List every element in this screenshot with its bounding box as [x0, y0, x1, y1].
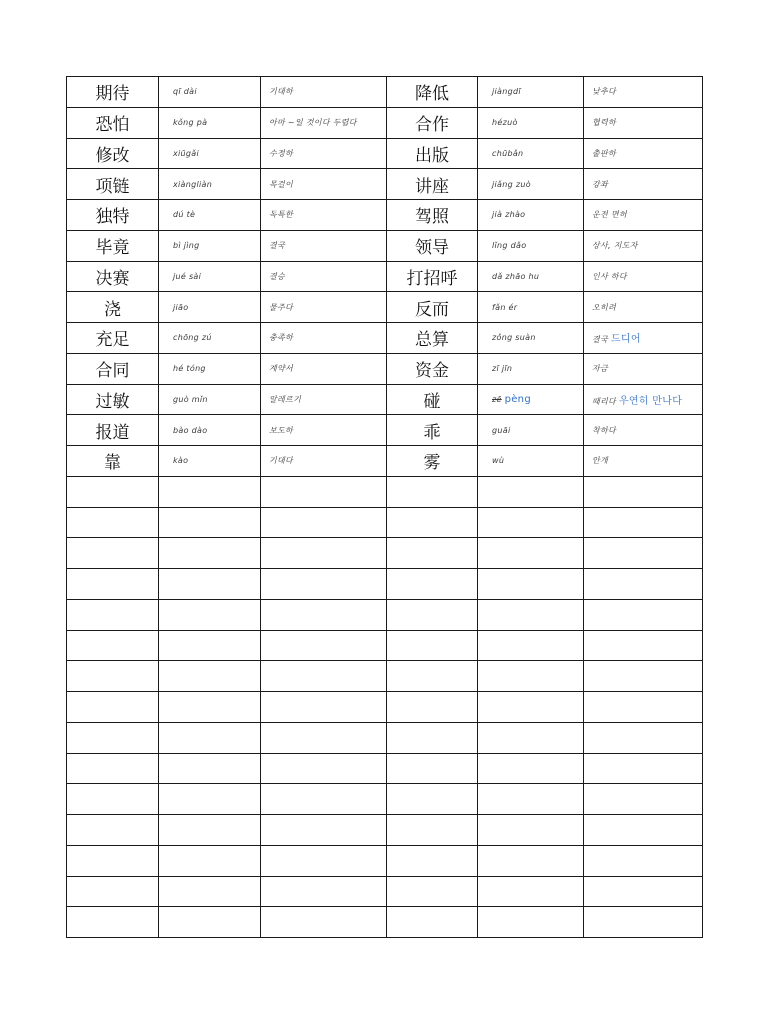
korean-cell: 안개 [584, 446, 703, 477]
vocab-row [67, 107, 703, 138]
pinyin-cell [478, 661, 584, 692]
word-cell: 靠 [67, 446, 159, 477]
pinyin-cell: qī dài [159, 77, 261, 108]
word-cell: 决赛 [67, 261, 159, 292]
pinyin-cell: wù [478, 446, 584, 477]
korean-cell [584, 784, 703, 815]
word-cell [67, 845, 159, 876]
korean-cell [261, 876, 387, 907]
word-cell [387, 630, 478, 661]
korean-meaning: 때리다 [592, 396, 617, 406]
pinyin-cell: fǎn ér [478, 292, 584, 323]
pinyin-cell [159, 722, 261, 753]
pinyin-cell [159, 815, 261, 846]
word-cell [387, 784, 478, 815]
pinyin-cell [478, 907, 584, 938]
pinyin-cell [159, 845, 261, 876]
pinyin-cell [159, 661, 261, 692]
pinyin-cell [159, 476, 261, 507]
word-cell: 降低 [387, 77, 478, 108]
empty-row [67, 876, 703, 907]
korean-cell: 낮추다 [584, 77, 703, 108]
pinyin-cell [478, 753, 584, 784]
word-cell: 反而 [387, 292, 478, 323]
pinyin-cell: hé tóng [159, 353, 261, 384]
korean-cell: 상사, 지도자 [584, 230, 703, 261]
pinyin-cell [478, 476, 584, 507]
word-cell [387, 815, 478, 846]
korean-cell [584, 907, 703, 938]
korean-cell: 착하다 [584, 415, 703, 446]
pinyin-cell [478, 815, 584, 846]
vocab-row [67, 323, 703, 354]
korean-cell [261, 907, 387, 938]
korean-cell [261, 784, 387, 815]
word-cell: 打招呼 [387, 261, 478, 292]
pinyin-cell: chōng zú [159, 323, 261, 354]
word-cell [67, 692, 159, 723]
vocab-row [67, 200, 703, 231]
korean-cell [261, 569, 387, 600]
pinyin-cell [159, 753, 261, 784]
korean-cell [584, 692, 703, 723]
word-cell: 项链 [67, 169, 159, 200]
korean-cell [584, 384, 703, 415]
korean-cell [584, 661, 703, 692]
korean-cell: 충족하 [261, 323, 387, 354]
word-cell: 浇 [67, 292, 159, 323]
pinyin-cell [159, 876, 261, 907]
korean-cell: 수정하 [261, 138, 387, 169]
word-cell [67, 538, 159, 569]
pinyin-cell: zī jīn [478, 353, 584, 384]
word-cell: 修改 [67, 138, 159, 169]
vocab-row [67, 261, 703, 292]
pinyin-cell: guāi [478, 415, 584, 446]
word-cell: 合同 [67, 353, 159, 384]
korean-cell [584, 876, 703, 907]
korean-cell [261, 538, 387, 569]
pinyin-cell: chūbǎn [478, 138, 584, 169]
vocab-row [67, 384, 703, 415]
empty-row [67, 784, 703, 815]
pinyin-cell [159, 692, 261, 723]
empty-row [67, 815, 703, 846]
word-cell [67, 784, 159, 815]
pinyin-cell [159, 784, 261, 815]
korean-cell [584, 323, 703, 354]
vocab-row [67, 446, 703, 477]
korean-cell [584, 722, 703, 753]
empty-row [67, 538, 703, 569]
korean-cell: 기대하 [261, 77, 387, 108]
crossed-out-pinyin: zē [492, 394, 502, 404]
pinyin-cell: kào [159, 446, 261, 477]
korean-cell: 기대다 [261, 446, 387, 477]
pinyin-cell [159, 507, 261, 538]
pinyin-cell [478, 507, 584, 538]
pinyin-cell [478, 569, 584, 600]
korean-cell [584, 569, 703, 600]
empty-row [67, 692, 703, 723]
pinyin-cell: kǒng pà [159, 107, 261, 138]
korean-cell [584, 630, 703, 661]
empty-row [67, 722, 703, 753]
pinyin-cell: jiàngdī [478, 77, 584, 108]
word-cell [67, 722, 159, 753]
pinyin-cell [478, 722, 584, 753]
pinyin-cell: xiàngliàn [159, 169, 261, 200]
korean-cell [584, 599, 703, 630]
word-cell: 领导 [387, 230, 478, 261]
korean-cell: 알레르기 [261, 384, 387, 415]
korean-cell [261, 753, 387, 784]
word-cell [387, 753, 478, 784]
word-cell [387, 599, 478, 630]
word-cell [387, 569, 478, 600]
word-cell [67, 507, 159, 538]
pinyin-cell: zǒng suàn [478, 323, 584, 354]
word-cell: 过敏 [67, 384, 159, 415]
word-cell [67, 753, 159, 784]
pinyin-cell: jué sài [159, 261, 261, 292]
pinyin-cell [159, 907, 261, 938]
korean-cell: 오히려 [584, 292, 703, 323]
empty-row [67, 476, 703, 507]
korean-cell: 강좌 [584, 169, 703, 200]
vocab-row [67, 292, 703, 323]
word-cell: 雾 [387, 446, 478, 477]
vocab-row [67, 230, 703, 261]
corrected-pinyin: pèng [504, 393, 531, 405]
word-cell: 独特 [67, 200, 159, 231]
word-cell: 期待 [67, 77, 159, 108]
korean-cell [584, 815, 703, 846]
pinyin-cell [478, 384, 584, 415]
korean-cell: 계약서 [261, 353, 387, 384]
pinyin-cell: jiǎng zuò [478, 169, 584, 200]
word-cell: 讲座 [387, 169, 478, 200]
word-cell [67, 476, 159, 507]
word-cell: 资金 [387, 353, 478, 384]
word-cell [387, 507, 478, 538]
korean-cell: 아마 ~일 것이다 두렵다 [261, 107, 387, 138]
korean-cell [261, 692, 387, 723]
word-cell [67, 630, 159, 661]
pinyin-cell: hézuò [478, 107, 584, 138]
word-cell [387, 692, 478, 723]
pinyin-cell: xiūgǎi [159, 138, 261, 169]
empty-row [67, 599, 703, 630]
korean-cell [261, 722, 387, 753]
word-cell: 碰 [387, 384, 478, 415]
empty-row [67, 907, 703, 938]
vocab-row [67, 77, 703, 108]
word-cell: 充足 [67, 323, 159, 354]
korean-cell [584, 538, 703, 569]
pinyin-cell [478, 784, 584, 815]
korean-cell: 독특한 [261, 200, 387, 231]
word-cell [387, 661, 478, 692]
korean-cell [261, 661, 387, 692]
pinyin-cell: bào dào [159, 415, 261, 446]
added-meaning: 우연히 만나다 [618, 395, 683, 407]
korean-cell [584, 507, 703, 538]
pinyin-cell: jiāo [159, 292, 261, 323]
pinyin-cell [159, 538, 261, 569]
word-cell [67, 907, 159, 938]
pinyin-cell [159, 630, 261, 661]
empty-row [67, 845, 703, 876]
pinyin-cell: jià zhào [478, 200, 584, 231]
word-cell: 驾照 [387, 200, 478, 231]
korean-cell: 인사 하다 [584, 261, 703, 292]
added-meaning: 드디어 [610, 334, 641, 346]
korean-cell [261, 507, 387, 538]
pinyin-cell [478, 538, 584, 569]
pinyin-cell: lǐng dǎo [478, 230, 584, 261]
word-cell [387, 845, 478, 876]
word-cell: 出版 [387, 138, 478, 169]
vocab-row [67, 138, 703, 169]
pinyin-cell [478, 845, 584, 876]
pinyin-cell: dú tè [159, 200, 261, 231]
empty-row [67, 630, 703, 661]
korean-cell: 보도하 [261, 415, 387, 446]
word-cell [387, 722, 478, 753]
korean-cell: 자금 [584, 353, 703, 384]
korean-cell [584, 845, 703, 876]
korean-cell: 협력하 [584, 107, 703, 138]
word-cell: 恐怕 [67, 107, 159, 138]
pinyin-cell [159, 569, 261, 600]
vocabulary-table [66, 76, 703, 938]
korean-cell: 결국 [261, 230, 387, 261]
word-cell: 报道 [67, 415, 159, 446]
korean-cell [261, 599, 387, 630]
word-cell [387, 876, 478, 907]
korean-cell: 결승 [261, 261, 387, 292]
pinyin-cell [478, 599, 584, 630]
word-cell [387, 907, 478, 938]
word-cell: 总算 [387, 323, 478, 354]
word-cell [67, 876, 159, 907]
korean-meaning: 결국 [592, 335, 609, 345]
pinyin-cell [478, 630, 584, 661]
korean-cell [584, 753, 703, 784]
pinyin-cell: dǎ zhāo hu [478, 261, 584, 292]
vocab-row [67, 353, 703, 384]
korean-cell [261, 630, 387, 661]
pinyin-cell: guò mǐn [159, 384, 261, 415]
korean-cell [261, 845, 387, 876]
korean-cell: 출판하 [584, 138, 703, 169]
word-cell [67, 661, 159, 692]
korean-cell: 운전 면허 [584, 200, 703, 231]
word-cell [67, 569, 159, 600]
word-cell [67, 599, 159, 630]
word-cell: 乖 [387, 415, 478, 446]
korean-cell [261, 476, 387, 507]
word-cell: 毕竟 [67, 230, 159, 261]
vocab-row [67, 415, 703, 446]
word-cell: 合作 [387, 107, 478, 138]
korean-cell: 물주다 [261, 292, 387, 323]
pinyin-cell [478, 876, 584, 907]
pinyin-cell: bì jìng [159, 230, 261, 261]
pinyin-cell [478, 692, 584, 723]
korean-cell: 목걸이 [261, 169, 387, 200]
korean-cell [584, 476, 703, 507]
word-cell [387, 538, 478, 569]
empty-row [67, 507, 703, 538]
word-cell [67, 815, 159, 846]
empty-row [67, 661, 703, 692]
word-cell [387, 476, 478, 507]
korean-cell [261, 815, 387, 846]
empty-row [67, 753, 703, 784]
vocab-row [67, 169, 703, 200]
pinyin-cell [159, 599, 261, 630]
empty-row [67, 569, 703, 600]
